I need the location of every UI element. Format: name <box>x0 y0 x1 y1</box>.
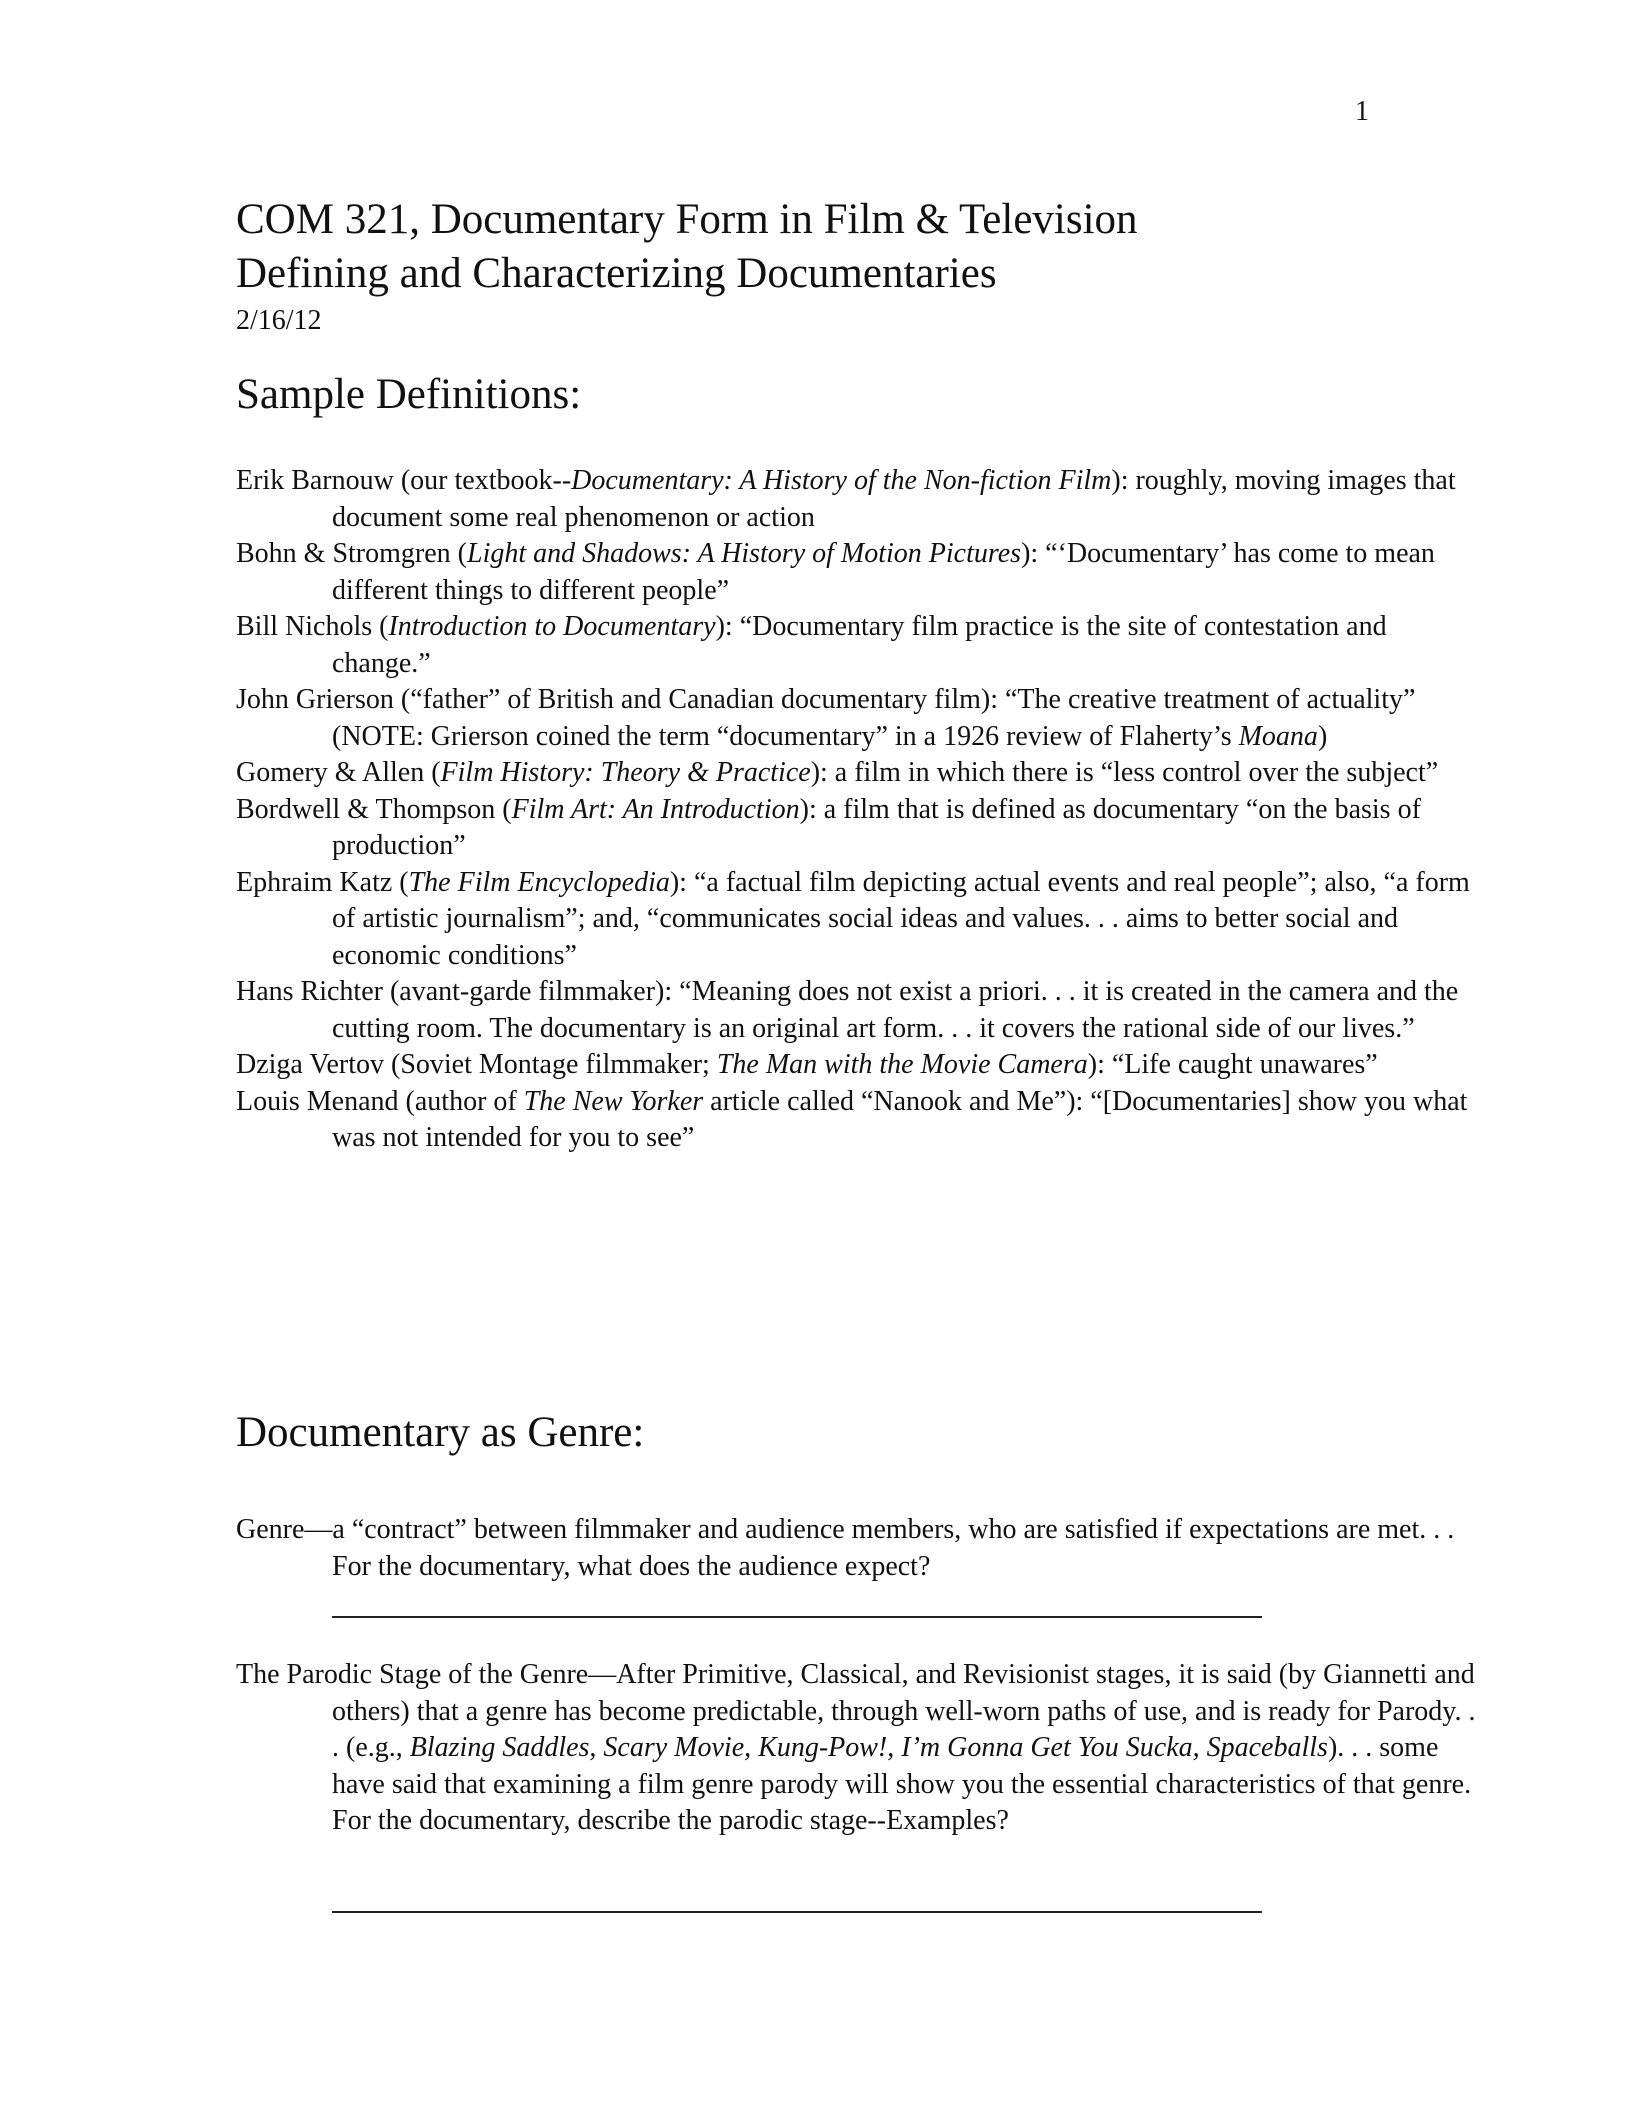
definition-entry <box>236 1084 1486 1157</box>
definition-entry <box>236 792 1486 865</box>
parodic-text: ). . . some have said that examining a film genre parody will show you the essential characteristics of that genre. <box>332 1732 1472 1800</box>
definitions-list <box>236 463 1486 1157</box>
source-title: Film Art: An Introduction <box>511 793 800 825</box>
definition-text: Bohn & Stromgren ( <box>236 538 467 569</box>
definition-entry <box>236 609 1486 682</box>
source-title: Documentary: A History of the Non-fiction Film <box>571 465 1112 496</box>
document-date: 2/16/12 <box>236 305 322 336</box>
genre-paragraph-text: Genre—a “contract” between filmmaker and audience members, who are satisfied if expectations are met. . . For the documentary, what does the audience expect? <box>236 1514 1455 1582</box>
definition-text: ): “Life caught unawares” <box>1087 1049 1378 1080</box>
genre-contract-paragraph <box>236 1512 1486 1585</box>
definition-text: ) <box>1317 720 1328 752</box>
source-title: Light and Shadows: A History of Motion Pictures <box>467 538 1022 569</box>
answer-line <box>332 1616 1262 1618</box>
definition-text: ): a film in which there is “less control over the subject” <box>810 757 1439 788</box>
definition-text: ): “‘Documentary’ has come to mean different things to different people” <box>332 538 1435 606</box>
definition-text: Dziga Vertov (Soviet Montage filmmaker; <box>236 1049 717 1080</box>
definition-entry <box>236 463 1486 536</box>
source-title: The Man with the Movie Camera <box>716 1049 1088 1080</box>
definition-text: ): “a factual film depicting actual events and real people”; also, “a form of artistic journalism”; and, “communicates social ideas and values. . . aims to better social and economic conditions” <box>332 866 1470 971</box>
definition-text: ): “Documentary film practice is the site of contestation and change.” <box>332 611 1387 679</box>
parodic-question: For the documentary, describe the parodic stage--Examples? <box>332 1805 1009 1836</box>
definition-text: ): a film that is defined as documentary “on the basis of production” <box>332 793 1421 861</box>
sample-definitions-heading: Sample Definitions: <box>236 371 582 418</box>
genre-heading: Documentary as Genre: <box>236 1409 645 1456</box>
definition-text: Gomery & Allen ( <box>236 757 441 788</box>
source-title: The New Yorker <box>523 1085 704 1117</box>
source-title: Film History: Theory & Practice <box>440 757 811 788</box>
definition-entry <box>236 865 1486 975</box>
parody-film-titles: Blazing Saddles, Scary Movie, Kung-Pow!, I’m Gonna Get You Sucka, Spaceballs <box>409 1732 1328 1763</box>
source-title: Moana <box>1238 720 1318 752</box>
lecture-title: Defining and Characterizing Documentaries <box>236 250 997 297</box>
definition-entry <box>236 974 1486 1047</box>
page-number: 1 <box>1355 96 1369 127</box>
definition-text: Hans Richter (avant-garde filmmaker): “Meaning does not exist a priori. . . it is created in the camera and the cutting room. The documentary is an original art form. . . it covers the rational side of our lives.” <box>236 976 1459 1044</box>
parodic-stage-paragraph <box>236 1657 1486 1840</box>
definition-text: ): roughly, moving images that document some real phenomenon or action <box>332 465 1456 533</box>
definition-text: Louis Menand (author of <box>236 1085 524 1117</box>
parodic-stage-text <box>236 1657 1486 1803</box>
definition-text: article called “Nanook and Me”): “[Documentaries] show you what was not intended for you to see” <box>332 1085 1468 1153</box>
definition-text: Erik Barnouw (our textbook-- <box>236 465 572 496</box>
definition-entry <box>236 1047 1486 1084</box>
course-title: COM 321, Documentary Form in Film & Television <box>236 196 1138 243</box>
document-header <box>236 193 1486 337</box>
definition-text: Bill Nichols ( <box>236 611 389 642</box>
answer-line <box>332 1911 1262 1913</box>
definition-entry <box>236 682 1486 755</box>
definition-entry <box>236 536 1486 609</box>
source-title: The Film Encyclopedia <box>408 866 670 898</box>
definition-text: Bordwell & Thompson ( <box>236 793 512 825</box>
definition-text: Ephraim Katz ( <box>236 866 409 898</box>
definition-entry <box>236 755 1486 792</box>
definition-text: John Grierson (“father” of British and Canadian documentary film): “The creative treatment of actuality” (NOTE: Grierson coined the term “documentary” in a 1926 review of Flaherty’s <box>236 684 1416 752</box>
parodic-text: The Parodic Stage of the Genre—After Primitive, Classical, and Revisionist stages, it is said (by Giannetti and others) that a genre has become predictable, through well-worn paths of use, and is ready for Parody. . . (e.g., <box>236 1659 1476 1763</box>
source-title: Introduction to Documentary <box>388 611 716 642</box>
